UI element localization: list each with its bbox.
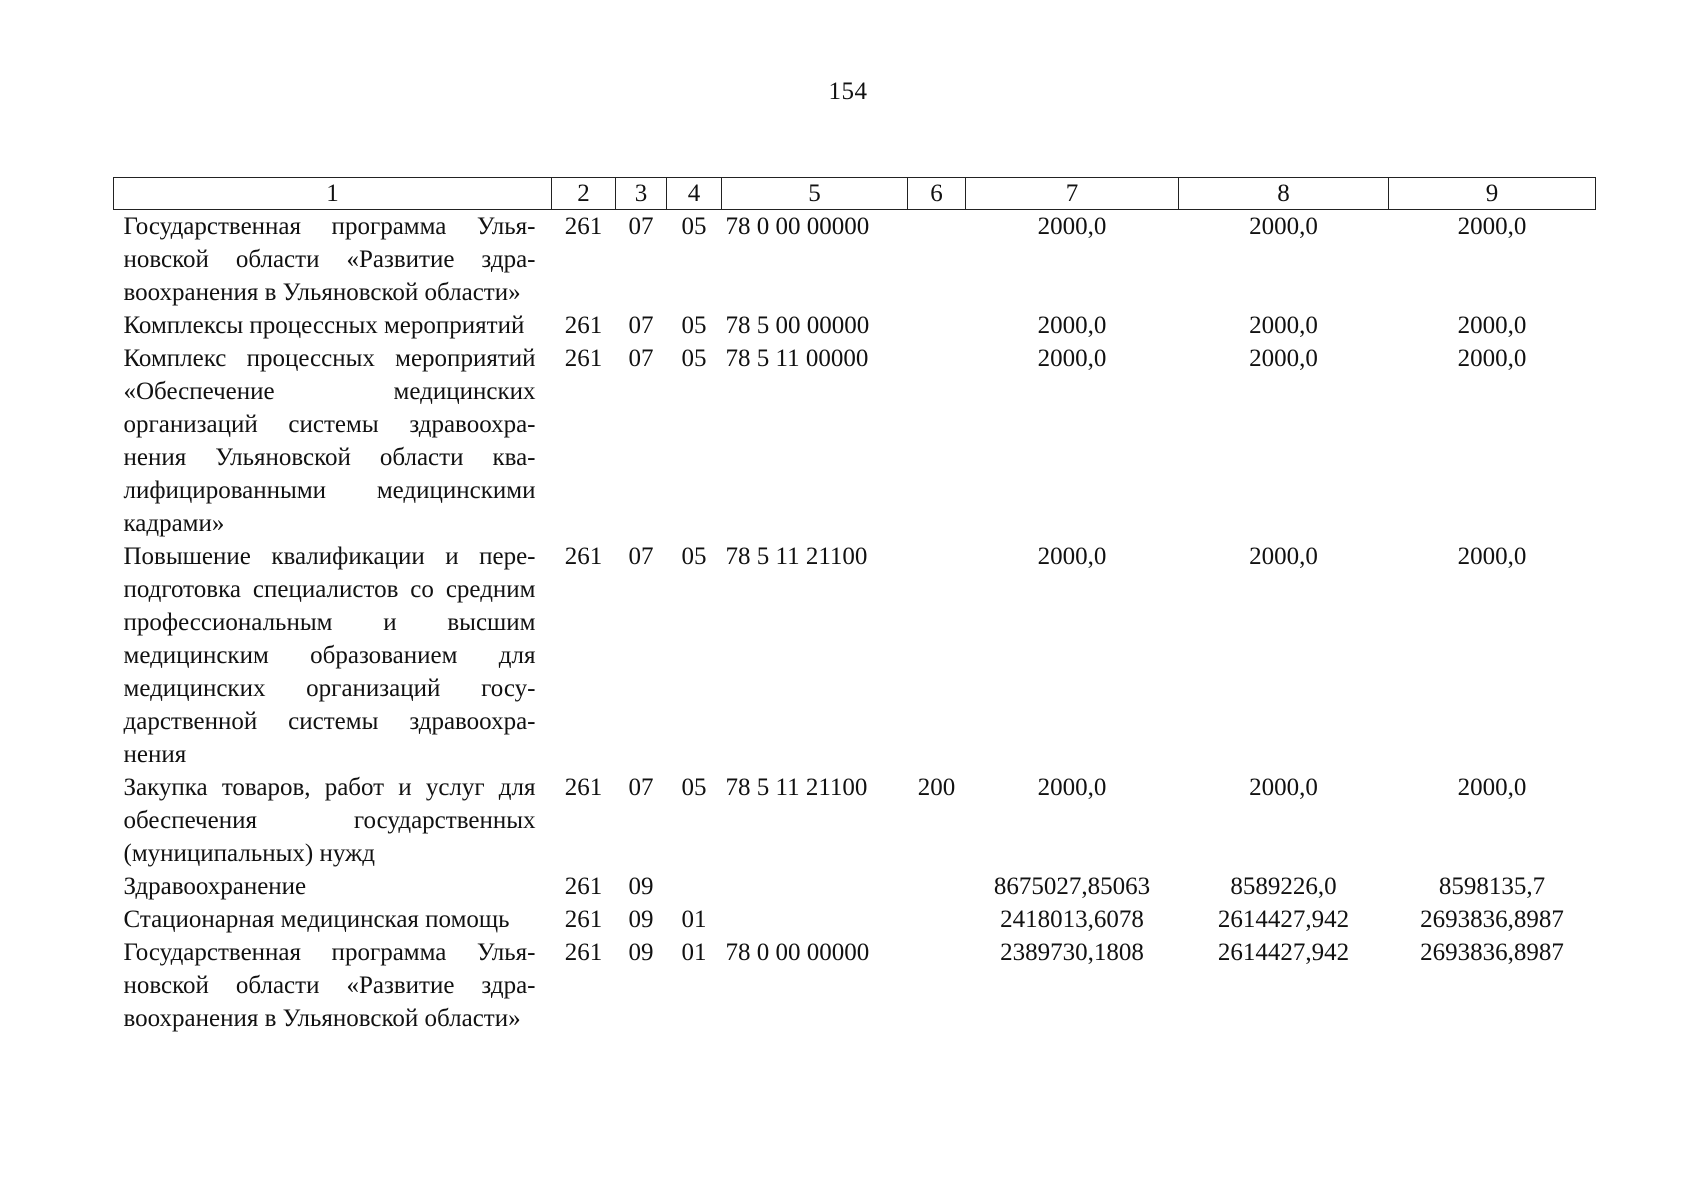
table-row	[114, 903, 1596, 936]
row-amount-col8: 2000,0	[1249, 774, 1318, 801]
row-subsection-code: 05	[681, 213, 707, 240]
row-amount-col9: 2693836,8987	[1420, 906, 1564, 933]
row-section-code: 07	[628, 774, 654, 801]
row-amount-col9: 2693836,8987	[1420, 939, 1564, 966]
budget-table	[113, 177, 1596, 1035]
row-section-code: 07	[628, 312, 654, 339]
header-col-2: 2	[552, 178, 616, 210]
row-ministry-code: 261	[564, 213, 603, 240]
table-row	[114, 771, 1596, 870]
row-ministry-code: 261	[564, 873, 603, 900]
table-header	[114, 178, 1596, 210]
row-amount-col8: 2000,0	[1249, 543, 1318, 570]
row-amount-col7: 2000,0	[1037, 345, 1107, 372]
row-subsection-code	[667, 870, 722, 903]
row-subsection-code: 01	[681, 906, 707, 933]
row-subsection-code: 05	[681, 312, 707, 339]
row-target-article: 78 5 00 00000	[725, 312, 870, 339]
row-target-article: 78 5 11 21100	[725, 543, 868, 570]
table-row	[114, 870, 1596, 903]
table-row	[114, 936, 1596, 1035]
header-col-4: 4	[667, 178, 722, 210]
table-body	[114, 210, 1596, 1036]
row-ministry-code: 261	[564, 345, 603, 372]
row-target-article: 78 0 00 00000	[725, 213, 870, 240]
row-name: Стационарная медицинская помощь	[123, 906, 510, 933]
row-amount-col7: 2389730,1808	[1000, 939, 1144, 966]
row-amount-col8: 2614427,942	[1217, 939, 1350, 966]
header-col-9: 9	[1389, 178, 1596, 210]
row-expense-type	[908, 540, 966, 771]
row-ministry-code: 261	[564, 906, 603, 933]
row-amount-col8: 2000,0	[1249, 213, 1318, 240]
row-target-article: 78 5 11 00000	[725, 345, 869, 372]
row-amount-col7: 2000,0	[1037, 312, 1107, 339]
row-amount-col9: 2000,0	[1457, 774, 1527, 801]
row-name: Здравоохранение	[123, 873, 307, 900]
row-expense-type	[908, 936, 966, 1035]
row-name: Государственная программа Ульяновской области «Развитие здравоохранения в Ульяновской области»	[123, 213, 536, 306]
row-name: Комплексы процессных мероприятий	[123, 312, 525, 339]
row-subsection-code: 01	[681, 939, 707, 966]
row-section-code: 09	[628, 906, 654, 933]
row-section-code: 09	[628, 873, 654, 900]
row-name: Государственная программа Ульяновской области «Развитие здравоохранения в Ульяновской области»	[123, 939, 536, 1032]
table-row	[114, 342, 1596, 540]
row-subsection-code: 05	[681, 345, 707, 372]
row-expense-type	[908, 342, 966, 540]
row-target-article	[722, 903, 908, 936]
row-expense-type	[908, 309, 966, 342]
row-section-code: 07	[628, 213, 654, 240]
header-col-8: 8	[1179, 178, 1389, 210]
row-expense-type: 200	[917, 774, 956, 801]
row-ministry-code: 261	[564, 543, 603, 570]
row-section-code: 07	[628, 543, 654, 570]
row-ministry-code: 261	[564, 774, 603, 801]
header-col-5: 5	[722, 178, 908, 210]
row-name: Комплекс процессных мероприятий «Обеспечение медицинских организаций системы здравоохранения Ульяновской области квалифицированными медицинскими кадрами»	[123, 345, 536, 537]
row-amount-col7: 2418013,6078	[1000, 906, 1144, 933]
row-expense-type	[908, 210, 966, 310]
row-amount-col9: 2000,0	[1457, 213, 1527, 240]
row-amount-col9: 2000,0	[1457, 312, 1527, 339]
header-col-3: 3	[616, 178, 667, 210]
header-col-1: 1	[114, 178, 552, 210]
header-row	[114, 178, 1596, 210]
row-subsection-code: 05	[681, 774, 707, 801]
row-amount-col8: 2614427,942	[1217, 906, 1350, 933]
row-section-code: 07	[628, 345, 654, 372]
row-amount-col7: 2000,0	[1037, 774, 1107, 801]
header-col-7: 7	[966, 178, 1179, 210]
row-expense-type	[908, 870, 966, 903]
row-name: Повышение квалификации и переподготовка специалистов со средним профессиональным и высшим медицинским образованием для медицинских организаций государственной системы здравоохранения	[123, 543, 536, 768]
table-row	[114, 540, 1596, 771]
row-ministry-code: 261	[564, 312, 603, 339]
row-amount-col7: 8675027,85063	[993, 873, 1151, 900]
row-amount-col8: 8589226,0	[1230, 873, 1337, 900]
row-amount-col7: 2000,0	[1037, 213, 1107, 240]
row-section-code: 09	[628, 939, 654, 966]
row-target-article	[722, 870, 908, 903]
row-amount-col9: 8598135,7	[1438, 873, 1546, 900]
row-expense-type	[908, 903, 966, 936]
row-subsection-code: 05	[681, 543, 707, 570]
row-name: Закупка товаров, работ и услуг для обеспечения государственных (муниципальных) нужд	[123, 774, 536, 867]
table-row	[114, 210, 1596, 310]
row-amount-col9: 2000,0	[1457, 345, 1527, 372]
row-amount-col7: 2000,0	[1037, 543, 1107, 570]
row-amount-col8: 2000,0	[1249, 345, 1318, 372]
row-target-article: 78 5 11 21100	[725, 774, 868, 801]
page-number: 154	[828, 78, 868, 105]
table-row	[114, 309, 1596, 342]
row-ministry-code: 261	[564, 939, 603, 966]
header-col-6: 6	[908, 178, 966, 210]
row-amount-col9: 2000,0	[1457, 543, 1527, 570]
row-amount-col8: 2000,0	[1249, 312, 1318, 339]
row-target-article: 78 0 00 00000	[725, 939, 870, 966]
